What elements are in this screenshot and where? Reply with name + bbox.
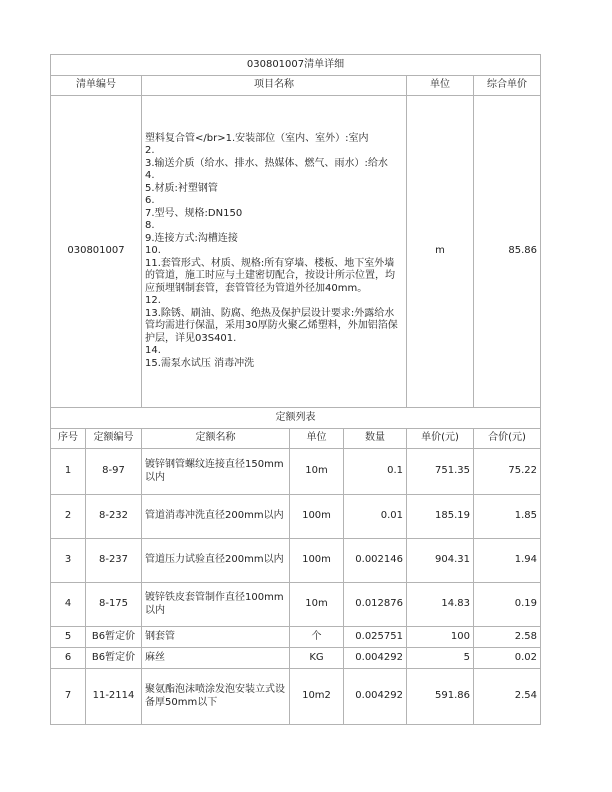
row-name: 管道消毒冲洗直径200mm以内 [142, 495, 290, 539]
row-seq: 5 [51, 627, 86, 648]
row-seq: 7 [51, 669, 86, 725]
row-name: 镀锌钢管螺纹连接直径150mm以内 [142, 449, 290, 495]
row-code: 8-237 [86, 539, 142, 583]
item-code: 030801007 [51, 96, 142, 408]
row-unit: KG [290, 648, 344, 669]
item-description: 塑料复合管</br>1.安装部位（室内、室外）:室内 2. 3.输送介质（给水、排水、热媒体、燃气、雨水）:给水 4. 5.材质:衬塑钢管 6. 7.型号、规格:DN150 8. 9.连接方式:沟槽连接 10. 11.套管形式、材质、规格:所有穿墙、楼板、地下室外墙的管道，施工时应与土建密切配合，按设计所示位置，均应预埋钢制套管，套管管径为管道外径加40mm。 12. 13.除锈、刷油、防腐、绝热及保护层设计要求:外露给水管均需进行保温，采用30厚防火聚乙烯塑料，外加铝箔保护层，详见03S401. 14. 15.需泵水试压 消毒冲洗 [142, 96, 407, 408]
row-qty: 0.012876 [344, 583, 407, 627]
table-row [51, 627, 541, 648]
quota-header-qty: 数量 [344, 429, 407, 449]
bill-detail-table [50, 54, 541, 725]
quota-header-seq: 序号 [51, 429, 86, 449]
quota-section-title: 定额列表 [51, 408, 541, 429]
row-qty: 0.1 [344, 449, 407, 495]
header-name: 项目名称 [142, 76, 407, 96]
row-code: 8-175 [86, 583, 142, 627]
header-unit: 单位 [407, 76, 474, 96]
row-price: 904.31 [407, 539, 474, 583]
row-seq: 1 [51, 449, 86, 495]
row-qty: 0.025751 [344, 627, 407, 648]
table-row [51, 495, 541, 539]
table-row [51, 648, 541, 669]
row-qty: 0.002146 [344, 539, 407, 583]
header-code: 清单编号 [51, 76, 142, 96]
quota-header-total: 合价(元) [474, 429, 541, 449]
row-total: 1.85 [474, 495, 541, 539]
quota-header-unit: 单位 [290, 429, 344, 449]
row-code: 11-2114 [86, 669, 142, 725]
row-unit: 100m [290, 539, 344, 583]
row-seq: 2 [51, 495, 86, 539]
row-name: 镀锌铁皮套管制作直径100mm以内 [142, 583, 290, 627]
row-price: 14.83 [407, 583, 474, 627]
row-seq: 3 [51, 539, 86, 583]
table-row [51, 669, 541, 725]
row-total: 2.58 [474, 627, 541, 648]
table-row [51, 539, 541, 583]
row-unit: 10m [290, 449, 344, 495]
row-code: 8-97 [86, 449, 142, 495]
row-code: B6暂定价 [86, 648, 142, 669]
row-total: 2.54 [474, 669, 541, 725]
table-row [51, 583, 541, 627]
quota-header-code: 定额编号 [86, 429, 142, 449]
row-price: 100 [407, 627, 474, 648]
row-code: 8-232 [86, 495, 142, 539]
row-total: 0.19 [474, 583, 541, 627]
row-total: 0.02 [474, 648, 541, 669]
table-row [51, 449, 541, 495]
quota-header-name: 定额名称 [142, 429, 290, 449]
row-qty: 0.004292 [344, 648, 407, 669]
row-name: 麻丝 [142, 648, 290, 669]
row-price: 591.86 [407, 669, 474, 725]
quota-header-price: 单价(元) [407, 429, 474, 449]
row-seq: 6 [51, 648, 86, 669]
row-name: 管道压力试验直径200mm以内 [142, 539, 290, 583]
row-name: 聚氨酯泡沫喷涂发泡安装立式设备厚50mm以下 [142, 669, 290, 725]
item-price: 85.86 [474, 96, 541, 408]
row-price: 5 [407, 648, 474, 669]
row-name: 钢套管 [142, 627, 290, 648]
row-price: 185.19 [407, 495, 474, 539]
row-unit: 100m [290, 495, 344, 539]
item-unit: m [407, 96, 474, 408]
row-code: B6暂定价 [86, 627, 142, 648]
row-unit: 10m2 [290, 669, 344, 725]
row-seq: 4 [51, 583, 86, 627]
row-price: 751.35 [407, 449, 474, 495]
row-total: 1.94 [474, 539, 541, 583]
header-price: 综合单价 [474, 76, 541, 96]
row-unit: 个 [290, 627, 344, 648]
row-unit: 10m [290, 583, 344, 627]
table-title: 030801007清单详细 [51, 55, 541, 76]
row-qty: 0.004292 [344, 669, 407, 725]
row-total: 75.22 [474, 449, 541, 495]
row-qty: 0.01 [344, 495, 407, 539]
